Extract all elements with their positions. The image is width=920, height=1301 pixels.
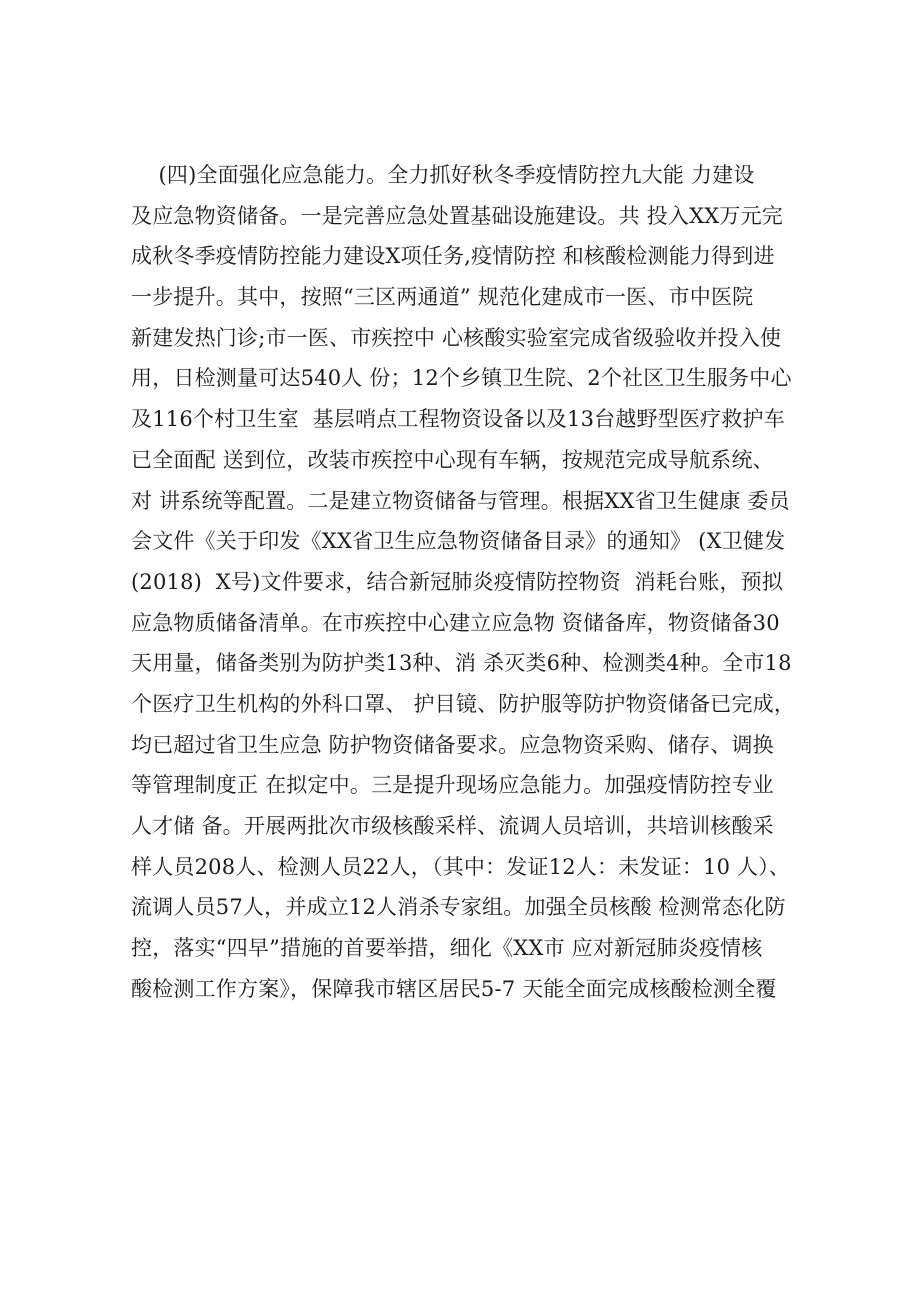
text-line: 均已超过省卫生应急 防护物资储备要求。应急物资采购、储存、调换 (131, 732, 774, 757)
text-line: 已全面配 送到位，改装市疾控中心现有车辆，按规范完成导航系统、 (131, 447, 774, 472)
body-paragraph (131, 155, 801, 1009)
text-line: 天用量，储备类别为防护类13种、消 杀灭类6种、检测类4种。全市18 (131, 651, 792, 676)
text-line: 用，日检测量可达540人 份；12个乡镇卫生院、2个社区卫生服务中心 (131, 366, 792, 391)
text-line: (四)全面强化应急能力。全力抓好秋冬季疫情防控九大能 力建设 (131, 163, 755, 187)
text-line: 等管理制度正 在拟定中。三是提升现场应急能力。加强疫情防控专业 (131, 773, 774, 798)
text-line: 会文件《关于印发《XX省卫生应急物资储备目录》的通知》 (X卫健发 (131, 529, 786, 554)
text-line: 样人员208人、检测人员22人，（其中：发证12人：未发证：10 人）、 (131, 854, 791, 879)
text-line: 新建发热门诊;市一医、市疾控中 心核酸实验室完成省级验收并投入使 (131, 325, 782, 350)
text-line: 流调人员57人，并成立12人消杀专家组。加强全员核酸 检测常态化防 (131, 895, 786, 920)
text-line: 及应急物资储备。一是完善应急处置基础设施建设。共 投入XX万元完 (131, 203, 783, 228)
text-line: 应急物质储备清单。在市疾控中心建立应急物 资储备库，物资储备30 (131, 610, 780, 635)
text-line: 对 讲系统等配置。二是建立物资储备与管理。根据XX省卫生健康 委员 (131, 488, 790, 513)
text-line: 一步提升。其中，按照“三区两通道” 规范化建成市一医、市中医院 (131, 285, 754, 310)
text-line: 酸检测工作方案》，保障我市辖区居民5-7 天能全面完成核酸检测全覆 (131, 976, 777, 1001)
text-line: 人才储 备。开展两批次市级核酸采样、流调人员培训，共培训核酸采 (131, 814, 774, 838)
text-line: 成秋冬季疫情防控能力建设X项任务,疫情防控 和核酸检测能力得到进 (131, 244, 775, 269)
text-line: (2018) X号)文件要求，结合新冠肺炎疫情防控物资 消耗台账，预拟 (131, 569, 784, 594)
text-line: 个医疗卫生机构的外科口罩、 护目镜、防护服等防护物资储备已完成， (131, 691, 796, 716)
text-line: 控，落实“四早”措施的首要举措，细化《XX市 应对新冠肺炎疫情核 (131, 936, 763, 961)
text-line: 及116个村卫生室 基层哨点工程物资设备以及13台越野型医疗救护车 (131, 407, 785, 432)
